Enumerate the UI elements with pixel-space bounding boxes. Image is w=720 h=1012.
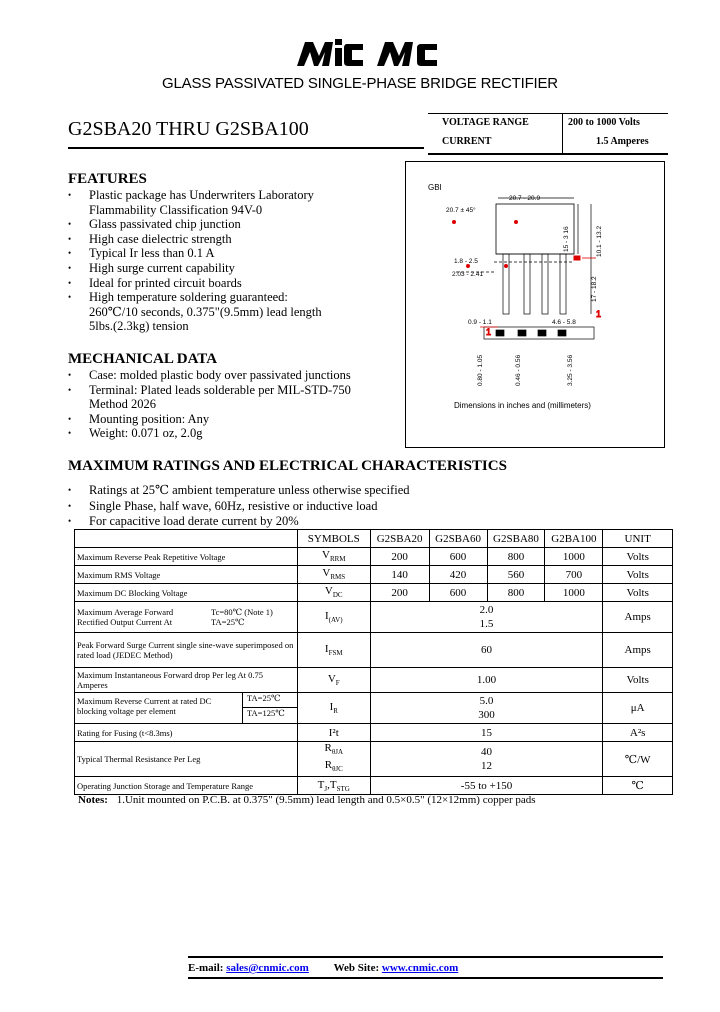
website-link[interactable]: www.cnmic.com bbox=[381, 962, 459, 974]
svg-text:17 - 18.2: 17 - 18.2 bbox=[591, 276, 598, 302]
condition-phase: • Single Phase, half wave, 60Hz, resistive or inductive load bbox=[68, 499, 628, 515]
header-g2sba20: G2SBA20 bbox=[370, 530, 429, 548]
mechanical-heading: MECHANICAL DATA bbox=[68, 351, 218, 367]
table-row-ifsm: Peak Forward Surge Current single sine-wave superimposed on rated load (JEDEC Method) $I_{FSM}$ 60 Amps bbox=[75, 633, 673, 668]
document-subtitle: GLASS PASSIVATED SINGLE-PHASE BRIDGE RECTIFIER bbox=[162, 75, 558, 92]
features-heading: FEATURES bbox=[68, 171, 147, 187]
svg-text:20.7 - 20.9: 20.7 - 20.9 bbox=[509, 195, 541, 202]
header-symbols: SYMBOLS bbox=[297, 530, 370, 548]
voltage-range-value: 200 to 1000 Volts bbox=[568, 117, 640, 128]
header-g2sba60: G2SBA60 bbox=[429, 530, 487, 548]
svg-text:3.25 - 3.56: 3.25 - 3.56 bbox=[567, 354, 574, 386]
table-row-vdc: Maximum DC Blocking Voltage $V_{DC}$ 200 600 800 1000 Volts bbox=[75, 584, 673, 602]
pin-view bbox=[484, 327, 594, 339]
mechanical-item: • Case: molded plastic body over passivated junctions bbox=[68, 368, 398, 383]
notes-text: 1.Unit mounted on P.C.B. at 0.375" (9.5mm) lead length and 0.5×0.5" (12×12mm) copper pads bbox=[116, 794, 536, 806]
header-g2ba100: G2BA100 bbox=[545, 530, 603, 548]
email-label: E-mail: bbox=[188, 962, 224, 974]
mechanical-section bbox=[68, 351, 398, 441]
package-leads bbox=[456, 198, 591, 314]
dimension-caption: Dimensions in inches and (millimeters) bbox=[454, 401, 591, 410]
feature-item: • High temperature soldering guaranteed: bbox=[68, 290, 398, 305]
footer-contact bbox=[188, 962, 458, 974]
svg-text:2.03 - 2.41: 2.03 - 2.41 bbox=[452, 271, 484, 278]
header-g2sba80: G2SBA80 bbox=[487, 530, 545, 548]
title-rule bbox=[68, 147, 424, 149]
table-row-i2t: Rating for Fusing (t<8.3ms) I²t 15 A²s bbox=[75, 724, 673, 742]
table-header-row bbox=[75, 530, 673, 548]
table-row-tj: Operating Junction Storage and Temperature Range $T_J,T_{STG}$ -55 to +150 ℃ bbox=[75, 777, 673, 795]
footer-rule-top bbox=[188, 956, 663, 958]
header-unit: UNIT bbox=[603, 530, 673, 548]
table-row-vf: Maximum Instantaneous Forward drop Per leg At 0.75 Amperes $V_F$ 1.00 Volts bbox=[75, 668, 673, 693]
svg-text:10.1 - 13.2: 10.1 - 13.2 bbox=[596, 225, 603, 257]
package-outline-drawing bbox=[406, 162, 664, 447]
svg-text:4.6 - 5.8: 4.6 - 5.8 bbox=[552, 319, 576, 326]
svg-text:0.46 - 0.56: 0.46 - 0.56 bbox=[515, 354, 522, 386]
table-row-rth: Typical Thermal Resistance Per Leg $R_{\theta JA}$ $R_{\theta JC}$ 40 12 ℃/W bbox=[75, 742, 673, 777]
feature-item: • High surge current capability bbox=[68, 261, 398, 276]
mechanical-item: • Mounting position: Any bbox=[68, 412, 398, 427]
current-label: CURRENT bbox=[442, 136, 492, 147]
svg-text:20.7 ± 45°: 20.7 ± 45° bbox=[446, 207, 476, 214]
condition-derate: • For capacitive load derate current by 20% bbox=[68, 514, 628, 530]
features-section bbox=[68, 171, 398, 334]
ratings-conditions bbox=[68, 483, 628, 530]
voltage-range-label: VOLTAGE RANGE bbox=[442, 117, 529, 128]
email-link[interactable]: sales@cnmic.com bbox=[226, 962, 309, 974]
ratings-table bbox=[74, 529, 673, 795]
feature-item: • Typical Ir less than 0.1 A bbox=[68, 246, 398, 261]
svg-text:0.9 - 1.1: 0.9 - 1.1 bbox=[468, 319, 492, 326]
condition-temperature: • Ratings at 25℃ ambient temperature unless otherwise specified bbox=[68, 483, 628, 499]
notes-label: Notes: bbox=[78, 794, 108, 806]
table-row-ir: Maximum Reverse Current at rated DC blocking voltage per element TA=25℃ TA=125℃ $I_R$ 5.0 300 μA bbox=[75, 693, 673, 724]
svg-text:1: 1 bbox=[596, 309, 602, 319]
company-logo bbox=[295, 38, 440, 66]
mechanical-item: Method 2026 bbox=[89, 397, 157, 412]
dimension-labels bbox=[446, 195, 603, 386]
dimension-drawing bbox=[405, 161, 665, 448]
part-number-range: G2SBA20 THRU G2SBA100 bbox=[68, 118, 309, 140]
feature-item: Flammability Classification 94V-0 bbox=[89, 202, 263, 217]
notes bbox=[78, 794, 536, 806]
mechanical-list bbox=[68, 368, 398, 441]
spec-summary-box bbox=[428, 113, 668, 155]
feature-item: • Plastic package has Underwriters Laboratory bbox=[68, 188, 398, 203]
feature-item: • Glass passivated chip junction bbox=[68, 217, 398, 232]
footer-rule-bottom bbox=[188, 977, 663, 979]
feature-item: • High case dielectric strength bbox=[68, 232, 398, 247]
mechanical-item: • Weight: 0.071 oz, 2.0g bbox=[68, 426, 398, 441]
features-list bbox=[68, 188, 398, 334]
mechanical-item: • Terminal: Plated leads solderable per MIL-STD-750 bbox=[68, 383, 398, 398]
website-label: Web Site: bbox=[333, 962, 380, 974]
table-row-vrms: Maximum RMS Voltage $V_{RMS}$ 140 420 560 700 Volts bbox=[75, 566, 673, 584]
package-label: GBI bbox=[428, 183, 442, 192]
svg-text:0.80 - 1.05: 0.80 - 1.05 bbox=[477, 354, 484, 386]
svg-text:1.8 - 2.5: 1.8 - 2.5 bbox=[454, 258, 478, 265]
svg-text:15 - 3 16: 15 - 3 16 bbox=[563, 226, 570, 252]
svg-text:1: 1 bbox=[486, 327, 492, 337]
ratings-heading: MAXIMUM RATINGS AND ELECTRICAL CHARACTERISTICS bbox=[68, 458, 507, 474]
feature-item: 5lbs.(2.3kg) tension bbox=[89, 319, 189, 334]
current-value: 1.5 Amperes bbox=[596, 136, 649, 147]
feature-item: 260℃/10 seconds, 0.375"(9.5mm) lead length bbox=[89, 304, 322, 319]
table-row-vrrm: Maximum Reverse Peak Repetitive Voltage $V_{RRM}$ 200 600 800 1000 Volts bbox=[75, 548, 673, 566]
feature-item: • Ideal for printed circuit boards bbox=[68, 276, 398, 291]
spec-divider bbox=[562, 114, 563, 153]
table-row-iav: Maximum Average Forward Tc=80℃ (Note 1) Rectified Output Current At TA=25℃ $I_{(AV)}$ 2.0 1.5 Amps bbox=[75, 602, 673, 633]
